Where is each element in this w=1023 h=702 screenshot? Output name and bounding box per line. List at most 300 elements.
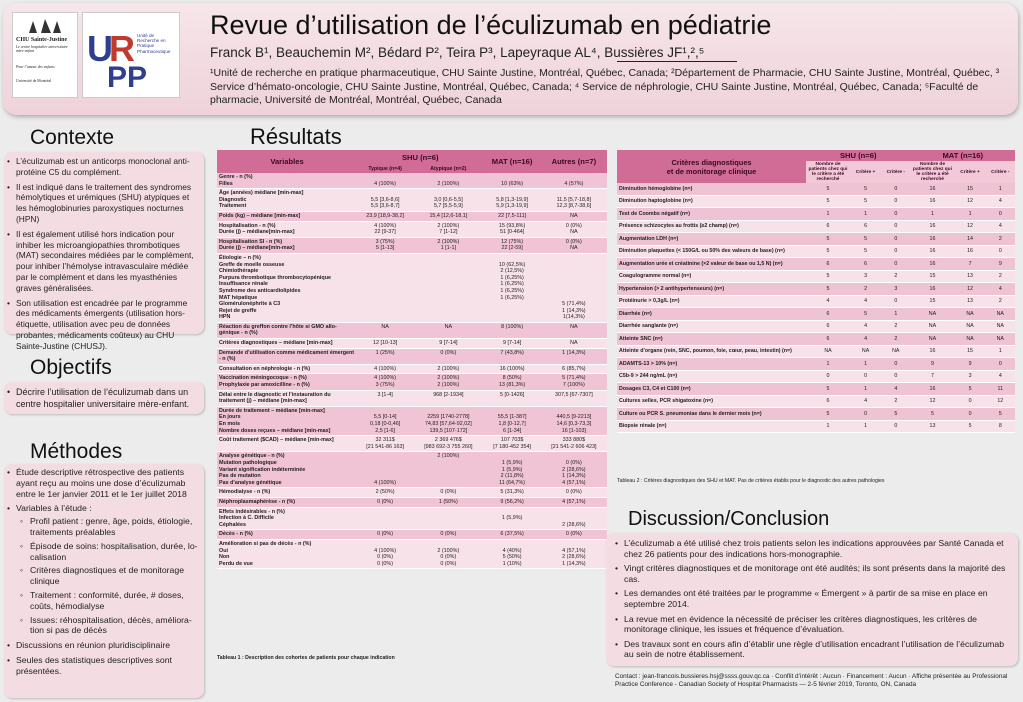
table-row: [617, 283, 1015, 296]
t2-cell: 0: [881, 420, 910, 433]
t2-cell: NA: [910, 308, 954, 321]
t2-cell: 6: [850, 258, 881, 271]
t1-cell: 55,5 [1-387] 1,8 [0-12,7] 6 [1-34]: [483, 406, 540, 435]
t1-cell: Réaction du greffon contre l’hôte si GMO allo-génique - n (%): [217, 322, 357, 338]
t1-cell: NA: [541, 322, 607, 338]
logo1-university: Université de Montréal: [16, 79, 52, 83]
t2-cell: 16: [910, 220, 954, 233]
t2-cell: 0: [881, 370, 910, 383]
t2-subheader: Critère +: [954, 161, 985, 183]
t2-cell: Diminution hémoglobine (n=): [617, 183, 806, 195]
t2-cell: 5: [850, 195, 881, 208]
methodes-item: • Discussions en réunion pluridisciplinaire: [16, 640, 198, 651]
t1-cell: 23,9 [18,9-38,2]: [357, 211, 413, 221]
t2-cell: Atteinte SNC (n=): [617, 333, 806, 346]
t2-cell: 0: [806, 370, 850, 383]
t1-cell: Analyse génétique - n (%) Mutation pathologique Variant signification indéterminée Pas de mutation Pas d’analyse génétique: [217, 452, 357, 488]
table-criteres: [617, 150, 1015, 433]
table-row: [217, 173, 607, 189]
table-row: [217, 339, 607, 349]
methodes-subitem: ◦ Critères diagnostiques et de monitorage clinique: [30, 565, 198, 587]
t2-cell: 0: [881, 208, 910, 221]
t2-cell: 16: [910, 233, 954, 246]
t2-cell: Atteinte d’organe (rein, SNC, poumon, foie, cœur, peau, intestin) (n=): [617, 345, 806, 358]
t2-cell: 4: [881, 383, 910, 396]
table-row: [217, 237, 607, 253]
t1-header-autres: Autres (n=7): [541, 150, 607, 173]
t1-cell: 4 (57,1%) 2 (28,6%) 1 (14,3%): [541, 539, 607, 568]
discussion-list: [606, 533, 1018, 660]
t2-cell: 13: [910, 420, 954, 433]
t2-cell: 1: [806, 358, 850, 371]
discussion-item: • La revue met en évidence la nécessité de préciser les critères diagnostiques, les critères de monitorage clinique, les issues et fréquence d’évaluation.: [624, 614, 1010, 635]
t2-subheader: Critère -: [881, 161, 910, 183]
t2-cell: 0: [881, 233, 910, 246]
t1-cell: 0 (0%) NA: [541, 221, 607, 237]
t2-cell: Diarrhée (n=): [617, 308, 806, 321]
t2-cell: Augmentation LDH (n=): [617, 233, 806, 246]
t1-cell: Hospitalisation SI - n (%) Durée (j) – médiane[min-max]: [217, 237, 357, 253]
t1-cell: [413, 253, 483, 322]
t1-cell: 11,5 [5,7-18,8] 12,3 [8,7-38,6]: [541, 189, 607, 212]
t2-cell: 5: [881, 408, 910, 421]
objectifs-item: • Décrire l’utilisation de l’éculizumab dans un centre hospitalier universitaire mère-enfant.: [16, 387, 198, 410]
t2-cell: 0: [881, 358, 910, 371]
footer-contact: Contact : jean-francois.bussieres.hsj@ssss.gouv.qc.ca · Conflit d’intérêt : Aucun · Financement : Aucun · Affiche présentée au Professional Practice Conference - Canadian Society of Hospital Pharmacists — 2-5 février 2019, Toronto, ON, Canada: [615, 673, 1008, 688]
t1-cell: 7 (43,8%): [483, 348, 540, 364]
t2-cell: 15: [954, 183, 985, 195]
t2-cell: 0: [881, 295, 910, 308]
t2-cell: 5: [850, 233, 881, 246]
table-row: [217, 390, 607, 406]
t2-cell: NA: [954, 320, 985, 333]
contexte-title: Contexte: [30, 126, 115, 149]
t1-cell: 10 (63%): [483, 173, 540, 189]
t2-cell: 0: [954, 408, 985, 421]
objectifs-panel: [4, 382, 204, 414]
t1-cell: 0 (0%) 2 (28,6%) 1 (14,3%) 4 (57,1%): [541, 452, 607, 488]
discussion-item: • Vingt critères diagnostiques et de monitorage ont été audités; ils sont présents dans la majorité des cas.: [624, 563, 1010, 584]
table-row: [617, 208, 1015, 221]
t2-cell: 1: [850, 208, 881, 221]
t1-cell: 0 (0%): [357, 497, 413, 507]
t1-cell: 16 (100%): [483, 364, 540, 374]
t1-cell: 0 (0%): [413, 488, 483, 498]
t2-cell: 4: [850, 295, 881, 308]
t2-cell: 1: [910, 208, 954, 221]
t1-cell: 2 (100%): [413, 364, 483, 374]
authors-text: Franck B¹, Beauchemin M², Bédard P², Teira P³, Lapeyraque AL⁴, Bussières JF¹,²,⁵: [210, 45, 705, 60]
t2-cell: 6: [806, 395, 850, 408]
t1-cell: 2 (100%) 2 (100%): [413, 374, 483, 390]
t1-cell: 1 (5,9%) 1 (5,9%) 2 (11,8%) 11 (64,7%): [483, 452, 540, 488]
t2-cell: NA: [806, 345, 850, 358]
t2-subheader: Critère +: [850, 161, 881, 183]
t2-cell: 2: [850, 283, 881, 296]
t1-cell: 5 (31,3%): [483, 488, 540, 498]
t1-cell: Amélioration si pas de décès - n (%) Oui Non Perdu de vue: [217, 539, 357, 568]
t2-cell: Protéinurie > 0,3g/L (n=): [617, 295, 806, 308]
svg-text:U: U: [87, 28, 113, 69]
t1-cell: NA: [541, 339, 607, 349]
t2-cell: 1: [850, 383, 881, 396]
t2-cell: 2: [881, 320, 910, 333]
authors: [210, 45, 704, 60]
t2-cell: 13: [954, 295, 985, 308]
t1-cell: 8 (100%): [483, 322, 540, 338]
t2-cell: 5: [806, 195, 850, 208]
t2-cell: 12: [954, 283, 985, 296]
t2-cell: Culture ou PCR S. pneumoniae dans le dernier mois (n=): [617, 408, 806, 421]
t1-cell: 3 (75%) 5 [1-13]: [357, 237, 413, 253]
t1-cell: 5 (71,4%) 7 (100%): [541, 374, 607, 390]
t2-cell: 11: [986, 383, 1015, 396]
t2-cell: NA: [910, 320, 954, 333]
methodes-item: • Seules des statistiques descriptives sont présentées.: [16, 655, 198, 677]
t2-cell: 12: [910, 395, 954, 408]
t1-cell: 0 (0%) NA: [541, 237, 607, 253]
t2-cell: NA: [986, 308, 1015, 321]
t2-cell: 1: [986, 183, 1015, 195]
t2-cell: Diminution haptoglobine (n=): [617, 195, 806, 208]
t1-cell: Décès - n (%): [217, 530, 357, 540]
methodes-subitem: ◦ Traitement : conformité, durée, # doses, coûts, hémodialyse: [30, 590, 198, 612]
t1-cell: 5 [0-1426]: [483, 390, 540, 406]
t2-cell: Biopsie rénale (n=): [617, 420, 806, 433]
t2-cell: 12: [954, 220, 985, 233]
t1-cell: 0 (0%): [541, 488, 607, 498]
t2-cell: 5: [850, 183, 881, 195]
methodes-subitem: ◦ Profil patient : genre, âge, poids, étiologie, traitements préalables: [30, 516, 198, 538]
t2-cell: 0: [954, 395, 985, 408]
t1-cell: NA: [357, 322, 413, 338]
t1-cell: Vaccination méningocoque - n (%) Prophylaxie par amoxicilline - n (%): [217, 374, 357, 390]
t2-cell: 16: [910, 245, 954, 258]
t1-subheader-atypique: Atypique (n=2): [413, 164, 483, 173]
t2-subheader: Nombre de patients chez qui le critère a été recherché: [910, 161, 954, 183]
t1-cell: 4 (100%): [357, 173, 413, 189]
t2-cell: 9: [954, 358, 985, 371]
t2-cell: 2: [881, 395, 910, 408]
resultats-title: Résultats: [250, 124, 342, 149]
contexte-panel: [4, 152, 204, 351]
methodes-item: [16, 503, 198, 636]
t2-cell: 16: [910, 195, 954, 208]
t1-cell: 0 (0%): [413, 348, 483, 364]
t2-cell: Test de Coombs négatif (n=): [617, 208, 806, 221]
t2-cell: 2: [986, 270, 1015, 283]
t1-cell: 307,5 [67-7307]: [541, 390, 607, 406]
t2-cell: 5: [986, 408, 1015, 421]
t1-cell: 5,5 [0-14] 0,18 [0-0,46] 2,5 [1-6]: [357, 406, 413, 435]
discussion-item: • Des travaux sont en cours afin d’établir une règle d’utilisation encadrant l’utilisation de l’éculizumab au sein de notre établissement.: [624, 639, 1010, 660]
t2-cell: 2: [881, 333, 910, 346]
table-row: [217, 364, 607, 374]
t1-cell: 4 (100%): [357, 452, 413, 488]
t1-cell: 12 [10-13]: [357, 339, 413, 349]
t2-cell: 0: [881, 183, 910, 195]
methodes-sublist: [16, 516, 198, 636]
t2-cell: 16: [910, 258, 954, 271]
methodes-subitem: ◦ Épisode de soins: hospitalisation, durée, lo-calisation: [30, 541, 198, 563]
t1-header-variables: Variables: [217, 150, 357, 173]
t2-cell: 4: [986, 195, 1015, 208]
table-row: [217, 539, 607, 568]
t1-cell: 2 (50%): [357, 488, 413, 498]
contexte-list: [4, 152, 204, 352]
contexte-item: • Il est également utilisé hors indication pour inhiber les microangiopathies thrombotiques (MAT) secondaires médiées par le complément, pour inhiber l’hémolyse intravasculaire médiée par le complément et dans les myasthénies graves généralisées.: [16, 229, 198, 294]
t2-cell: 14: [954, 233, 985, 246]
svg-text:PP: PP: [107, 61, 148, 94]
t1-cell: 12 (75%) 22 [2-59]: [483, 237, 540, 253]
methodes-variables-label: Variables à l’étude :: [16, 503, 92, 514]
t1-cell: Demande d’utilisation comme médicament émergent - n (%): [217, 348, 357, 364]
t1-cell: 5 (71,4%) 1 (14,3%) 1(14,3%): [541, 253, 607, 322]
table-row: [617, 258, 1015, 271]
contexte-item: • Son utilisation est encadrée par le programme des médicaments émergents (utilisation hors-étiquette, utilisation avec peu de données probantes, médicaments coûteux) au CHU Sainte-Justine (CHUSJ).: [16, 298, 198, 352]
t1-cell: Coût traitement ($CAD) – médiane [min-max]: [217, 436, 357, 452]
t2-cell: 16: [954, 245, 985, 258]
t2-cell: 5: [910, 408, 954, 421]
t2-cell: 16: [910, 383, 954, 396]
table-row: [217, 507, 607, 530]
t1-cell: 4 (57,1%): [541, 497, 607, 507]
t2-cell: NA: [954, 308, 985, 321]
t2-cell: 0: [986, 245, 1015, 258]
t2-cell: 7: [954, 258, 985, 271]
t2-cell: Diminution plaquettes (< 150G/L ou 50% des valeurs de base) (n=): [617, 245, 806, 258]
t1-cell: 9 (56,2%): [483, 497, 540, 507]
t2-cell: 0: [881, 195, 910, 208]
t2-cell: 5: [806, 183, 850, 195]
t2-cell: 1: [850, 358, 881, 371]
t2-cell: 4: [850, 320, 881, 333]
t1-header-mat: MAT (n=16): [483, 150, 540, 173]
t1-cell: 9 [7-14]: [483, 339, 540, 349]
poster-title: Revue d’utilisation de l’éculizumab en pédiatrie: [210, 10, 772, 40]
t2-cell: 7: [910, 370, 954, 383]
t1-cell: 10 (62,5%) 2 (12,5%) 1 (6,25%) 1 (6,25%) 1 (6,25%) 1 (6,25%): [483, 253, 540, 322]
t2-cell: 6: [806, 220, 850, 233]
t1-cell: 4 (100%) 22 [9-37]: [357, 221, 413, 237]
t2-header-criteres: Critères diagnostiques et de monitorage clinique: [617, 150, 806, 183]
methodes-panel: [4, 464, 204, 698]
t2-cell: 6: [806, 258, 850, 271]
table-row: [217, 221, 607, 237]
t2-cell: 6: [806, 333, 850, 346]
t2-cell: 1: [806, 420, 850, 433]
table-row: [217, 211, 607, 221]
t1-cell: 4 (40%) 5 (50%) 1 (10%): [483, 539, 540, 568]
t2-cell: 1: [881, 308, 910, 321]
t2-cell: Cultures selles, PCR shigatoxine (n=): [617, 395, 806, 408]
t2-cell: 5: [850, 308, 881, 321]
t1-cell: 5,8 [1,3-19,9] 5,9 [1,3-19,9]: [483, 189, 540, 212]
t1-cell: 333 880$ [21 541-2 606 423]: [541, 436, 607, 452]
table-row: [617, 408, 1015, 421]
discussion-item: • Les demandes ont été traitées par le programme « Émergent » à partir de sa mise en place en septembre 2014.: [624, 588, 1010, 609]
t2-cell: 1: [806, 208, 850, 221]
t2-cell: 4: [986, 220, 1015, 233]
t1-cell: 15,4 [12,6-18,1]: [413, 211, 483, 221]
table-row: [617, 233, 1015, 246]
t1-cell: 2 (100%): [413, 173, 483, 189]
t1-cell: 968 [2-1934]: [413, 390, 483, 406]
table-row: [617, 195, 1015, 208]
t2-cell: NA: [954, 333, 985, 346]
t1-cell: 4 (100%) 3 (75%): [357, 374, 413, 390]
t1-header-shu: SHU (n=6): [357, 150, 483, 164]
methodes-title: Méthodes: [30, 440, 123, 463]
discussion-item: • L’éculizumab a été utilisé chez trois patients selon les indications approuvées par Santé Canada et chez 26 patients pour des indications hors-monographie.: [624, 538, 1010, 559]
table-row: [217, 488, 607, 498]
table-row: [617, 270, 1015, 283]
t2-cell: 15: [910, 295, 954, 308]
t2-cell: 15: [954, 345, 985, 358]
table-row: [617, 183, 1015, 195]
t1-cell: 3,0 [0,6-5,5] 5,7 [5,5-5,9]: [413, 189, 483, 212]
t1-cell: 8 (50%) 13 (81,3%): [483, 374, 540, 390]
table-cohortes: [217, 150, 607, 569]
t2-cell: 12: [986, 395, 1015, 408]
t1-cell: 2259 [1740-2778] 74,83 [57,64-92,02] 139,5 [107-172]: [413, 406, 483, 435]
table-row: [217, 436, 607, 452]
methodes-list: [4, 464, 204, 677]
t1-cell: 6 (37,5%): [483, 530, 540, 540]
t2-cell: Présence schizocytes au frottis (≥2 champ) (n=): [617, 220, 806, 233]
t2-cell: 5: [806, 383, 850, 396]
table-row: [217, 253, 607, 322]
t1-cell: Hémodialyse - n (%): [217, 488, 357, 498]
t2-cell: 0: [850, 370, 881, 383]
t1-cell: 32 311$ [21 541-86 163]: [357, 436, 413, 452]
t2-cell: Hypertension (> 2 antihypertenseurs) (n=): [617, 283, 806, 296]
t1-cell: 1 (50%): [413, 497, 483, 507]
table-row: [617, 245, 1015, 258]
t2-cell: 2: [881, 270, 910, 283]
t1-cell: Genre - n (%) Filles: [217, 173, 357, 189]
t2-subheader: Nombre de patients chez qui le critère a été recherché: [806, 161, 850, 183]
table-row: [617, 320, 1015, 333]
t2-cell: 1: [850, 420, 881, 433]
table-row: [217, 322, 607, 338]
urpp-logo: [82, 12, 180, 98]
t2-header-shu: SHU (n=6): [806, 150, 910, 161]
t1-cell: 1 (14,3%): [541, 348, 607, 364]
t2-cell: 4: [850, 395, 881, 408]
discussion-title: Discussion/Conclusion: [628, 508, 830, 530]
t2-cell: NA: [910, 333, 954, 346]
t2-cell: 9: [910, 358, 954, 371]
table-row: [617, 383, 1015, 396]
t2-cell: 1: [954, 208, 985, 221]
t2-cell: 13: [954, 270, 985, 283]
t2-cell: NA: [881, 345, 910, 358]
t2-cell: 4: [806, 295, 850, 308]
t2-cell: 6: [806, 320, 850, 333]
t2-cell: 12: [954, 195, 985, 208]
t1-cell: Néphroplasmaphérèse - n (%): [217, 497, 357, 507]
t1-cell: 5,5 [3,6-8,6] 5,5 [3,6-8,7]: [357, 189, 413, 212]
logo1-subtitle: Le centre hospitalier universitaire mère-enfant: [16, 45, 68, 53]
logo1-name: CHU Sainte-Justine: [16, 37, 68, 43]
t2-cell: 6: [806, 308, 850, 321]
discussion-panel: [606, 533, 1018, 666]
table-row: [617, 358, 1015, 371]
svg-text:R: R: [109, 28, 135, 69]
t2-cell: 5: [806, 408, 850, 421]
t2-cell: 16: [910, 283, 954, 296]
table-row: [217, 189, 607, 212]
t2-cell: 2: [986, 233, 1015, 246]
t2-cell: NA: [986, 320, 1015, 333]
t2-cell: 4: [986, 370, 1015, 383]
t2-cell: 9: [986, 258, 1015, 271]
t1-cell: 4 (100%) 0 (0%) 0 (0%): [357, 539, 413, 568]
table-row: [617, 420, 1015, 433]
t2-cell: 5: [850, 245, 881, 258]
t2-cell: 3: [850, 270, 881, 283]
t2-cell: 2: [986, 295, 1015, 308]
contexte-item: • L’éculizumab est un anticorps monoclonal anti-protéine C5 du complément.: [16, 156, 198, 178]
t1-cell: 2 (100%) 0 (0%) 0 (0%): [413, 539, 483, 568]
t1-cell: [357, 507, 413, 530]
table-row: [617, 220, 1015, 233]
t1-subheader-typique: Typique (n=4): [357, 164, 413, 173]
t1-cell: 4 (57%): [541, 173, 607, 189]
t2-cell: 0: [881, 245, 910, 258]
t2-cell: 5: [806, 233, 850, 246]
t2-cell: 16: [910, 345, 954, 358]
t1-cell: 107 703$ [7 180-452 354]: [483, 436, 540, 452]
table1-caption: Tableau 1 : Description des cohortes de patients pour chaque indication: [217, 655, 395, 661]
t1-cell: Consultation en néphrologie - n (%): [217, 364, 357, 374]
t1-cell: 1 (5,9%): [483, 507, 540, 530]
t1-cell: 9 [7-14]: [413, 339, 483, 349]
t1-cell: Âge (années) médiane [min-max] Diagnostic Traitement: [217, 189, 357, 212]
t2-cell: 5: [806, 283, 850, 296]
t2-cell: 4: [986, 283, 1015, 296]
t1-cell: 6 (85,7%): [541, 364, 607, 374]
t2-cell: 1: [986, 345, 1015, 358]
t2-cell: 5: [806, 270, 850, 283]
t2-cell: 0: [986, 208, 1015, 221]
table-row: [617, 345, 1015, 358]
t2-cell: 4: [850, 333, 881, 346]
t1-cell: Effets indésirables - n (%) Infection à C. Difficile Céphalées: [217, 507, 357, 530]
t1-cell: NA: [541, 211, 607, 221]
t2-cell: 8: [986, 420, 1015, 433]
objectifs-list: [4, 382, 204, 410]
methodes-item: • Étude descriptive rétrospective des patients ayant reçu au moins une dose d’éculizumab entre le 1er janvier 2011 et le 1er juillet 2018: [16, 467, 198, 499]
contexte-item: • Il est indiqué dans le traitement des syndromes hémolytiques et urémiques (SHU) atypiques et les hémoglobinuries paroxystiques nocturnes (HPN): [16, 182, 198, 225]
table-row: [617, 308, 1015, 321]
t1-cell: 1 (25%): [357, 348, 413, 364]
logo1-tagline: Pour l’amour des enfants: [16, 65, 55, 69]
t2-cell: Coagulogramme normal (n=): [617, 270, 806, 283]
table-row: [617, 370, 1015, 383]
objectifs-title: Objectifs: [30, 356, 112, 379]
t1-cell: 0 (0%): [541, 530, 607, 540]
t1-cell: 0 (0%): [357, 530, 413, 540]
t1-cell: 440,5 [9-2213] 14,6 [0,3-73,3] 16 [1-103]: [541, 406, 607, 435]
t1-cell: 22 [7,5-111]: [483, 211, 540, 221]
t1-cell: 2 (100%) 7 [1-12]: [413, 221, 483, 237]
table-row: [617, 395, 1015, 408]
t2-cell: Diarrhée sanglante (n=): [617, 320, 806, 333]
table-row: [217, 497, 607, 507]
t1-cell: [357, 253, 413, 322]
